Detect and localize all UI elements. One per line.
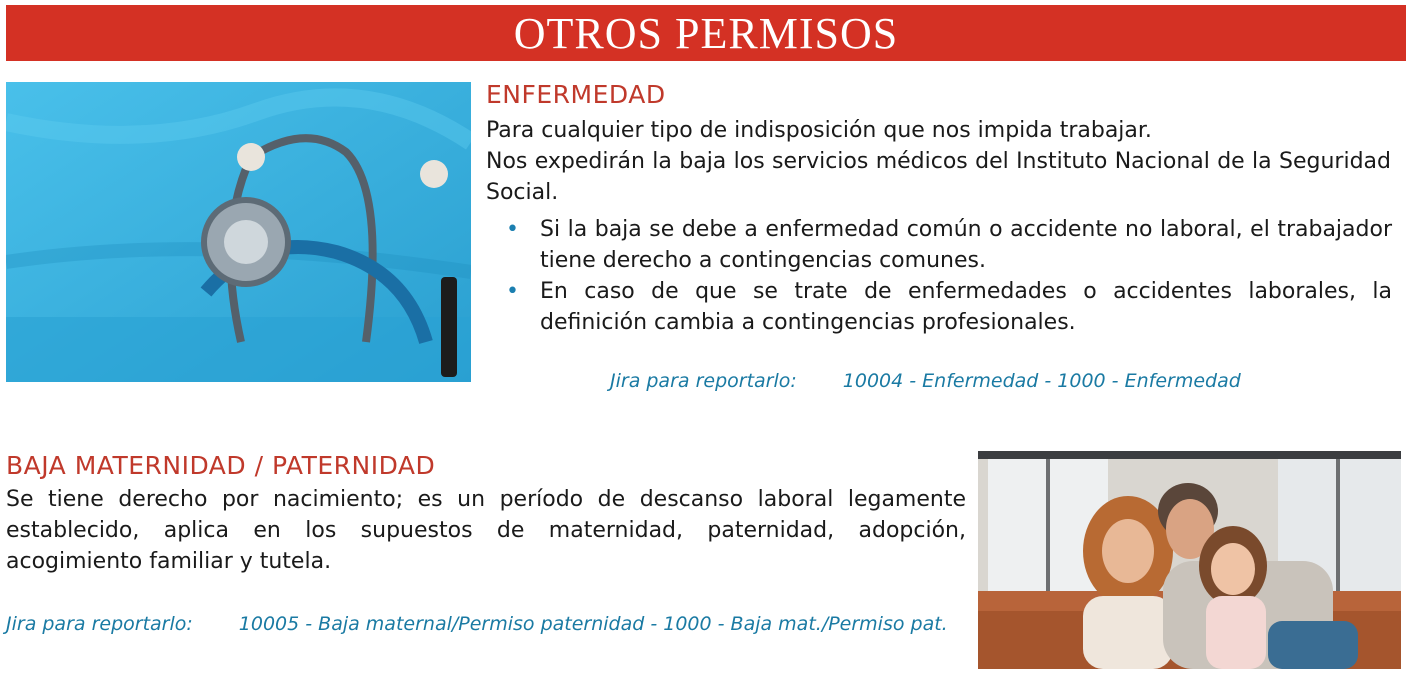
bullet-icon: • — [506, 217, 519, 242]
enfermedad-jira-line — [610, 370, 1241, 392]
maternidad-jira-line — [6, 613, 948, 635]
bullet-text: En caso de que se trate de enfermedades o accidentes laborales, la definición cambia a contingencias profesionales. — [540, 279, 1392, 335]
enfermedad-heading: ENFERMEDAD — [486, 80, 666, 109]
jira-label: Jira para reportarlo: — [6, 613, 193, 635]
jira-label: Jira para reportarlo: — [610, 370, 797, 392]
jira-code: 10005 - Baja maternal/Permiso paternidad - 1000 - Baja mat./Permiso pat. — [238, 613, 948, 635]
maternidad-text: Se tiene derecho por nacimiento; es un período de descanso laboral legamente establecido, aplica en los supuestos de maternidad, paternidad, adopción, acogimiento familiar y tutela. — [6, 487, 966, 574]
enfermedad-bullet-list — [506, 214, 1392, 338]
family-image — [978, 451, 1401, 669]
title-banner — [6, 5, 1406, 61]
bullet-text: Si la baja se debe a enfermedad común o accidente no laboral, el trabajador tiene derecho a contingencias comunes. — [540, 217, 1392, 273]
maternidad-heading: BAJA MATERNIDAD / PATERNIDAD — [6, 451, 436, 480]
enfermedad-line-1: Para cualquier tipo de indisposición que nos impida trabajar. — [486, 118, 1152, 143]
list-item — [506, 276, 1392, 338]
enfermedad-line-2: Nos expedirán la baja los servicios médicos del Instituto Nacional de la Seguridad Social. — [486, 149, 1391, 205]
bullet-icon: • — [506, 279, 519, 304]
jira-code: 10004 - Enfermedad - 1000 - Enfermedad — [842, 370, 1241, 392]
list-item — [506, 214, 1392, 276]
stethoscope-image — [6, 82, 471, 382]
page-title: OTROS PERMISOS — [513, 8, 899, 58]
